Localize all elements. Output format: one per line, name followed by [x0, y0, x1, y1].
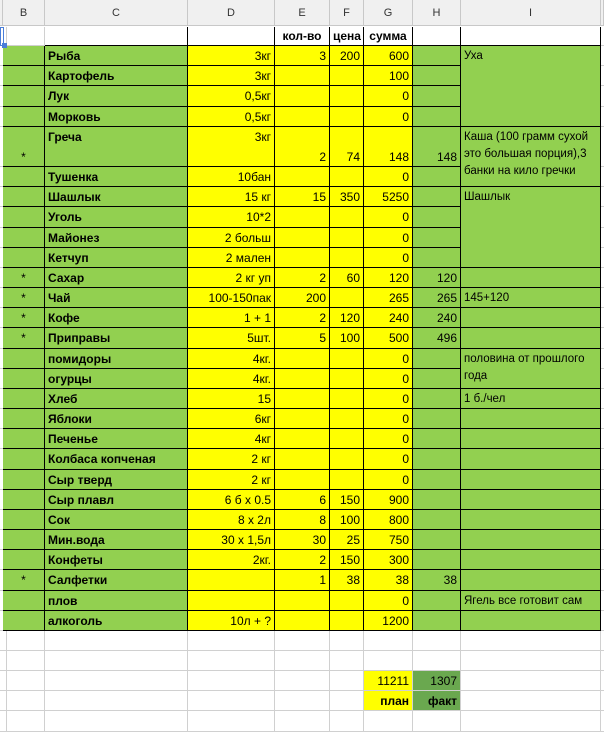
- cell-sum[interactable]: 38: [364, 570, 413, 591]
- cell-item-name[interactable]: Приправы: [45, 328, 188, 349]
- cell-mark[interactable]: [3, 409, 45, 429]
- cell-amount[interactable]: 2 кг уп: [188, 268, 275, 288]
- cell-price[interactable]: [330, 470, 364, 490]
- cell-mark[interactable]: *: [3, 268, 45, 288]
- column-header-e[interactable]: E: [275, 0, 330, 26]
- cell-fact[interactable]: [413, 228, 461, 248]
- cell-note-empty[interactable]: [461, 429, 601, 449]
- cell-sum[interactable]: 0: [364, 429, 413, 449]
- cell-item-name[interactable]: Салфетки: [45, 570, 188, 591]
- cell-fact[interactable]: [413, 550, 461, 570]
- cell-qty[interactable]: [275, 66, 330, 86]
- cell-amount[interactable]: 1 + 1: [188, 308, 275, 328]
- cell-empty[interactable]: [188, 27, 275, 46]
- cell-item-name[interactable]: Картофель: [45, 66, 188, 86]
- cell-amount[interactable]: 6 б x 0.5: [188, 490, 275, 510]
- cell-empty[interactable]: [364, 651, 413, 671]
- cell-mark[interactable]: [3, 449, 45, 470]
- cell-qty[interactable]: [275, 107, 330, 127]
- cell-item-name[interactable]: Шашлык: [45, 187, 188, 207]
- cell-amount[interactable]: 10л + ?: [188, 611, 275, 631]
- cell-amount[interactable]: 2 кг: [188, 470, 275, 490]
- cell-amount[interactable]: 5шт.: [188, 328, 275, 349]
- cell-empty[interactable]: [330, 691, 364, 711]
- cell-fact[interactable]: [413, 449, 461, 470]
- cell-empty[interactable]: [45, 691, 188, 711]
- cell-price[interactable]: [330, 86, 364, 107]
- cell-price[interactable]: 150: [330, 490, 364, 510]
- cell-qty[interactable]: 6: [275, 490, 330, 510]
- cell-price[interactable]: 25: [330, 530, 364, 550]
- cell-sum[interactable]: 800: [364, 510, 413, 530]
- cell-item-name[interactable]: Сахар: [45, 268, 188, 288]
- cell-fact[interactable]: [413, 470, 461, 490]
- cell-fact[interactable]: [413, 510, 461, 530]
- cell-price[interactable]: 74: [330, 127, 364, 167]
- cell-fact[interactable]: [413, 490, 461, 510]
- cell-qty[interactable]: [275, 449, 330, 470]
- cell-fact[interactable]: [413, 248, 461, 268]
- cell-sum[interactable]: 0: [364, 228, 413, 248]
- cell-note-empty[interactable]: [461, 490, 601, 510]
- header-qty[interactable]: кол-во: [275, 27, 330, 46]
- cell-empty[interactable]: [330, 631, 364, 651]
- cell-price[interactable]: [330, 389, 364, 409]
- cell-amount[interactable]: [188, 570, 275, 591]
- cell-sum[interactable]: 0: [364, 449, 413, 470]
- cell-empty[interactable]: [3, 631, 45, 651]
- cell-item-name[interactable]: Колбаса копченая: [45, 449, 188, 470]
- cell-amount[interactable]: 3кг: [188, 127, 275, 167]
- cell-empty[interactable]: [45, 631, 188, 651]
- cell-empty[interactable]: [188, 711, 275, 732]
- cell-qty[interactable]: [275, 409, 330, 429]
- cell-empty[interactable]: [461, 631, 601, 651]
- note-chai[interactable]: 145+120: [461, 288, 601, 308]
- cell-amount[interactable]: 10бан: [188, 167, 275, 187]
- cell-note-empty[interactable]: [461, 409, 601, 429]
- cell-sum[interactable]: 100: [364, 66, 413, 86]
- cell-sum[interactable]: 5250: [364, 187, 413, 207]
- cell-mark[interactable]: [3, 207, 45, 228]
- cell-qty[interactable]: 15: [275, 187, 330, 207]
- cell-qty[interactable]: [275, 86, 330, 107]
- cell-mark[interactable]: [3, 66, 45, 86]
- cell-fact[interactable]: 265: [413, 288, 461, 308]
- fact-total-value[interactable]: 1307: [413, 671, 461, 691]
- cell-sum[interactable]: 600: [364, 46, 413, 66]
- cell-amount[interactable]: 3кг: [188, 66, 275, 86]
- cell-sum[interactable]: 148: [364, 127, 413, 167]
- cell-amount[interactable]: 8 x 2л: [188, 510, 275, 530]
- cell-fact[interactable]: [413, 591, 461, 611]
- cell-empty[interactable]: [330, 651, 364, 671]
- cell-mark[interactable]: [3, 107, 45, 127]
- cell-empty[interactable]: [461, 711, 601, 732]
- cell-empty[interactable]: [3, 711, 45, 732]
- cell-empty[interactable]: [364, 631, 413, 651]
- cell-sum[interactable]: 0: [364, 470, 413, 490]
- plan-label[interactable]: план: [364, 691, 413, 711]
- column-header-b[interactable]: B: [3, 0, 45, 26]
- cell-fact[interactable]: [413, 66, 461, 86]
- cell-sum[interactable]: 0: [364, 409, 413, 429]
- cell-fact[interactable]: [413, 349, 461, 369]
- cell-item-name[interactable]: Конфеты: [45, 550, 188, 570]
- cell-note-empty[interactable]: [461, 308, 601, 328]
- cell-empty[interactable]: [413, 27, 461, 46]
- cell-mark[interactable]: [3, 389, 45, 409]
- cell-empty[interactable]: [45, 671, 188, 691]
- cell-sum[interactable]: 120: [364, 268, 413, 288]
- cell-mark[interactable]: [3, 530, 45, 550]
- cell-qty[interactable]: 200: [275, 288, 330, 308]
- cell-price[interactable]: [330, 207, 364, 228]
- cell-empty[interactable]: [45, 651, 188, 671]
- cell-amount[interactable]: 10*2: [188, 207, 275, 228]
- cell-qty[interactable]: [275, 207, 330, 228]
- header-sum[interactable]: сумма: [364, 27, 413, 46]
- note-plov[interactable]: Ягель все готовит сам: [461, 591, 601, 611]
- cell-qty[interactable]: 1: [275, 570, 330, 591]
- cell-empty[interactable]: [364, 711, 413, 732]
- table-top-border: [45, 45, 601, 46]
- cell-qty[interactable]: 2: [275, 127, 330, 167]
- cell-price[interactable]: [330, 369, 364, 389]
- selection-fill-handle[interactable]: [2, 43, 7, 48]
- cell-empty[interactable]: [275, 671, 330, 691]
- cell-item-name[interactable]: Сыр плавл: [45, 490, 188, 510]
- column-header-f[interactable]: F: [330, 0, 364, 26]
- cell-item-name[interactable]: Сыр тверд: [45, 470, 188, 490]
- cell-sum[interactable]: 0: [364, 207, 413, 228]
- cell-amount[interactable]: 6кг: [188, 409, 275, 429]
- cell-amount[interactable]: 3кг: [188, 46, 275, 66]
- cell-mark[interactable]: *: [3, 570, 45, 591]
- cell-empty[interactable]: [3, 27, 45, 46]
- cell-empty[interactable]: [188, 631, 275, 651]
- note-kasha[interactable]: Каша (100 грамм сухой это большая порция),3 банки на кило гречки: [461, 127, 601, 187]
- cell-empty[interactable]: [330, 711, 364, 732]
- cell-empty[interactable]: [461, 691, 601, 711]
- cell-price[interactable]: [330, 167, 364, 187]
- cell-item-name[interactable]: Тушенка: [45, 167, 188, 187]
- cell-price[interactable]: [330, 288, 364, 308]
- cell-amount[interactable]: 2кг.: [188, 550, 275, 570]
- cell-sum[interactable]: 265: [364, 288, 413, 308]
- cell-mark[interactable]: [3, 187, 45, 207]
- cell-item-name[interactable]: Уголь: [45, 207, 188, 228]
- cell-fact[interactable]: [413, 429, 461, 449]
- cell-empty[interactable]: [275, 651, 330, 671]
- cell-mark[interactable]: *: [3, 127, 45, 167]
- cell-qty[interactable]: [275, 389, 330, 409]
- cell-fact[interactable]: [413, 611, 461, 631]
- cell-fact[interactable]: [413, 389, 461, 409]
- cell-note-empty[interactable]: [461, 328, 601, 349]
- cell-sum[interactable]: 0: [364, 86, 413, 107]
- cell-item-name[interactable]: Сок: [45, 510, 188, 530]
- cell-price[interactable]: 100: [330, 328, 364, 349]
- cell-price[interactable]: [330, 449, 364, 470]
- cell-qty[interactable]: 2: [275, 550, 330, 570]
- cell-amount[interactable]: [188, 591, 275, 611]
- cell-amount[interactable]: 15: [188, 389, 275, 409]
- cell-note-empty[interactable]: [461, 268, 601, 288]
- cell-qty[interactable]: [275, 429, 330, 449]
- cell-fact[interactable]: 120: [413, 268, 461, 288]
- cell-qty[interactable]: [275, 349, 330, 369]
- cell-empty[interactable]: [461, 671, 601, 691]
- cell-empty[interactable]: [3, 651, 45, 671]
- cell-item-name[interactable]: Рыба: [45, 46, 188, 66]
- cell-qty[interactable]: [275, 611, 330, 631]
- cell-price[interactable]: [330, 248, 364, 268]
- note-shashlyk[interactable]: Шашлык: [461, 187, 601, 268]
- cell-price[interactable]: 350: [330, 187, 364, 207]
- cell-amount[interactable]: 4кг.: [188, 369, 275, 389]
- cell-item-name[interactable]: Греча: [45, 127, 188, 167]
- cell-amount[interactable]: 30 x 1,5л: [188, 530, 275, 550]
- cell-amount[interactable]: 0,5кг: [188, 107, 275, 127]
- cell-qty[interactable]: 2: [275, 268, 330, 288]
- cell-qty[interactable]: [275, 228, 330, 248]
- cell-empty[interactable]: [413, 711, 461, 732]
- column-header-d[interactable]: D: [188, 0, 275, 26]
- cell-sum[interactable]: 500: [364, 328, 413, 349]
- cell-note-empty[interactable]: [461, 570, 601, 591]
- cell-fact[interactable]: [413, 207, 461, 228]
- cell-item-name[interactable]: Майонез: [45, 228, 188, 248]
- column-header-h[interactable]: H: [413, 0, 461, 26]
- plan-total-value[interactable]: 11211: [364, 671, 413, 691]
- cell-item-name[interactable]: огурцы: [45, 369, 188, 389]
- cell-item-name[interactable]: Кетчуп: [45, 248, 188, 268]
- column-header-i[interactable]: I: [461, 0, 601, 26]
- header-price[interactable]: цена: [330, 27, 364, 46]
- cell-fact[interactable]: 148: [413, 127, 461, 167]
- cell-mark[interactable]: [3, 470, 45, 490]
- cell-mark[interactable]: [3, 369, 45, 389]
- cell-item-name[interactable]: Лук: [45, 86, 188, 107]
- cell-sum[interactable]: 0: [364, 389, 413, 409]
- cell-empty[interactable]: [330, 671, 364, 691]
- column-header-c[interactable]: C: [45, 0, 188, 26]
- cell-item-name[interactable]: Морковь: [45, 107, 188, 127]
- cell-fact[interactable]: [413, 107, 461, 127]
- cell-price[interactable]: [330, 107, 364, 127]
- cell-qty[interactable]: 8: [275, 510, 330, 530]
- cell-price[interactable]: [330, 228, 364, 248]
- cell-mark[interactable]: *: [3, 288, 45, 308]
- cell-qty[interactable]: 30: [275, 530, 330, 550]
- cell-price[interactable]: [330, 429, 364, 449]
- cell-price[interactable]: [330, 349, 364, 369]
- cell-mark[interactable]: [3, 550, 45, 570]
- cell-price[interactable]: 38: [330, 570, 364, 591]
- cell-sum[interactable]: 240: [364, 308, 413, 328]
- cell-mark[interactable]: [3, 611, 45, 631]
- cell-fact[interactable]: [413, 187, 461, 207]
- cell-sum[interactable]: 0: [364, 167, 413, 187]
- cell-amount[interactable]: 15 кг: [188, 187, 275, 207]
- cell-mark[interactable]: [3, 349, 45, 369]
- cell-empty[interactable]: [188, 651, 275, 671]
- cell-amount[interactable]: 4кг: [188, 429, 275, 449]
- cell-fact[interactable]: 240: [413, 308, 461, 328]
- cell-fact[interactable]: 38: [413, 570, 461, 591]
- cell-empty[interactable]: [188, 691, 275, 711]
- cell-item-name[interactable]: Яблоки: [45, 409, 188, 429]
- cell-fact[interactable]: [413, 409, 461, 429]
- cell-sum[interactable]: 0: [364, 248, 413, 268]
- cell-amount[interactable]: 100-150пак: [188, 288, 275, 308]
- cell-qty[interactable]: 2: [275, 308, 330, 328]
- cell-price[interactable]: [330, 66, 364, 86]
- cell-sum[interactable]: 0: [364, 107, 413, 127]
- cell-price[interactable]: 200: [330, 46, 364, 66]
- cell-sum[interactable]: 300: [364, 550, 413, 570]
- cell-price[interactable]: [330, 611, 364, 631]
- cell-item-name[interactable]: Мин.вода: [45, 530, 188, 550]
- cell-qty[interactable]: 5: [275, 328, 330, 349]
- cell-qty[interactable]: [275, 248, 330, 268]
- note-uha[interactable]: Уха: [461, 46, 601, 127]
- column-header-g[interactable]: G: [364, 0, 413, 26]
- cell-item-name[interactable]: Хлеб: [45, 389, 188, 409]
- cell-sum[interactable]: 900: [364, 490, 413, 510]
- fact-label[interactable]: факт: [413, 691, 461, 711]
- cell-empty[interactable]: [188, 671, 275, 691]
- cell-empty[interactable]: [275, 691, 330, 711]
- cell-mark[interactable]: [3, 167, 45, 187]
- cell-qty[interactable]: [275, 167, 330, 187]
- cell-item-name[interactable]: Печенье: [45, 429, 188, 449]
- cell-mark[interactable]: *: [3, 328, 45, 349]
- cell-empty[interactable]: [45, 711, 188, 732]
- cell-mark[interactable]: [3, 228, 45, 248]
- cell-mark[interactable]: [3, 248, 45, 268]
- cell-note-empty[interactable]: [461, 510, 601, 530]
- cell-mark[interactable]: *: [3, 308, 45, 328]
- cell-fact[interactable]: [413, 530, 461, 550]
- cell-empty[interactable]: [275, 631, 330, 651]
- cell-sum[interactable]: 0: [364, 369, 413, 389]
- cell-mark[interactable]: [3, 46, 45, 66]
- cell-mark[interactable]: [3, 86, 45, 107]
- cell-item-name[interactable]: алкоголь: [45, 611, 188, 631]
- note-vegetables[interactable]: половина от прошлого года: [461, 349, 601, 389]
- cell-amount[interactable]: 0,5кг: [188, 86, 275, 107]
- cell-amount[interactable]: 2 кг: [188, 449, 275, 470]
- cell-empty[interactable]: [3, 671, 45, 691]
- cell-empty[interactable]: [461, 651, 601, 671]
- cell-price[interactable]: 100: [330, 510, 364, 530]
- cell-empty[interactable]: [413, 651, 461, 671]
- cell-mark[interactable]: [3, 490, 45, 510]
- cell-fact[interactable]: 496: [413, 328, 461, 349]
- cell-sum[interactable]: 0: [364, 349, 413, 369]
- cell-note-empty[interactable]: [461, 449, 601, 470]
- cell-sum[interactable]: 750: [364, 530, 413, 550]
- cell-price[interactable]: 60: [330, 268, 364, 288]
- cell-amount[interactable]: 4кг.: [188, 349, 275, 369]
- note-bread[interactable]: 1 б./чел: [461, 389, 601, 409]
- cell-sum[interactable]: 0: [364, 591, 413, 611]
- cell-qty[interactable]: 3: [275, 46, 330, 66]
- cell-fact[interactable]: [413, 167, 461, 187]
- cell-note-empty[interactable]: [461, 530, 601, 550]
- cell-empty[interactable]: [461, 27, 601, 46]
- cell-fact[interactable]: [413, 46, 461, 66]
- cell-amount[interactable]: 2 больш: [188, 228, 275, 248]
- cell-item-name[interactable]: помидоры: [45, 349, 188, 369]
- cell-mark[interactable]: [3, 429, 45, 449]
- cell-qty[interactable]: [275, 369, 330, 389]
- cell-item-name[interactable]: плов: [45, 591, 188, 611]
- cell-sum[interactable]: 1200: [364, 611, 413, 631]
- cell-mark[interactable]: [3, 591, 45, 611]
- cell-price[interactable]: 120: [330, 308, 364, 328]
- cell-empty[interactable]: [275, 711, 330, 732]
- cell-price[interactable]: 150: [330, 550, 364, 570]
- cell-fact[interactable]: [413, 86, 461, 107]
- cell-mark[interactable]: [3, 510, 45, 530]
- cell-fact[interactable]: [413, 369, 461, 389]
- cell-qty[interactable]: [275, 591, 330, 611]
- cell-note-empty[interactable]: [461, 550, 601, 570]
- cell-amount[interactable]: 2 мален: [188, 248, 275, 268]
- cell-price[interactable]: [330, 591, 364, 611]
- cell-note-empty[interactable]: [461, 611, 601, 631]
- cell-price[interactable]: [330, 409, 364, 429]
- cell-item-name[interactable]: Кофе: [45, 308, 188, 328]
- cell-item-name[interactable]: Чай: [45, 288, 188, 308]
- cell-note-empty[interactable]: [461, 470, 601, 490]
- cell-empty[interactable]: [45, 27, 188, 46]
- cell-empty[interactable]: [413, 631, 461, 651]
- cell-qty[interactable]: [275, 470, 330, 490]
- cell-empty[interactable]: [3, 691, 45, 711]
